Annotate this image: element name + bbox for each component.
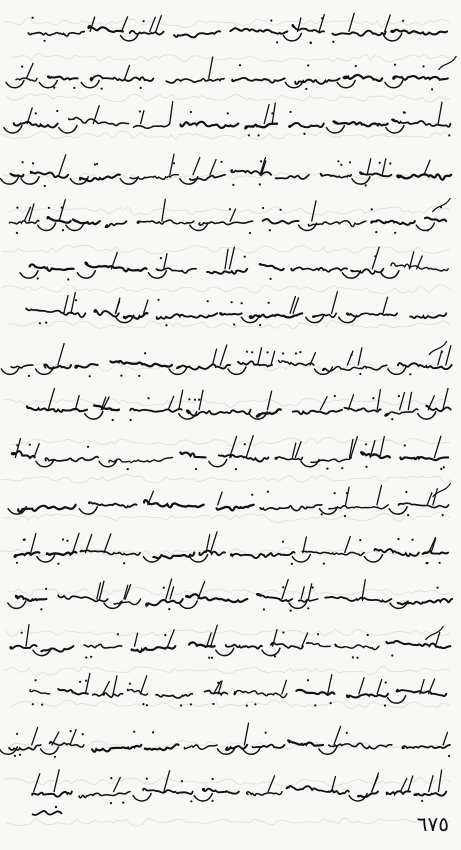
- handwritten-line: [0, 52, 461, 100]
- handwritten-line: [0, 479, 461, 527]
- handwritten-line: [0, 717, 461, 765]
- handwritten-line: [0, 337, 461, 385]
- handwritten-line: [0, 432, 461, 480]
- handwritten-line: [0, 764, 461, 812]
- handwritten-line: [0, 242, 461, 290]
- handwritten-line: [0, 527, 461, 575]
- handwritten-line: [0, 669, 461, 717]
- closing-word: [26, 802, 66, 824]
- handwritten-line: [0, 622, 461, 670]
- handwritten-line: [0, 289, 461, 337]
- handwritten-line: [0, 4, 461, 52]
- handwritten-line: [0, 574, 461, 622]
- handwritten-line: [0, 147, 461, 195]
- handwritten-line: [0, 194, 461, 242]
- handwritten-line: [0, 384, 461, 432]
- page-number: ٦٧٥: [416, 812, 449, 836]
- handwritten-line: [0, 99, 461, 147]
